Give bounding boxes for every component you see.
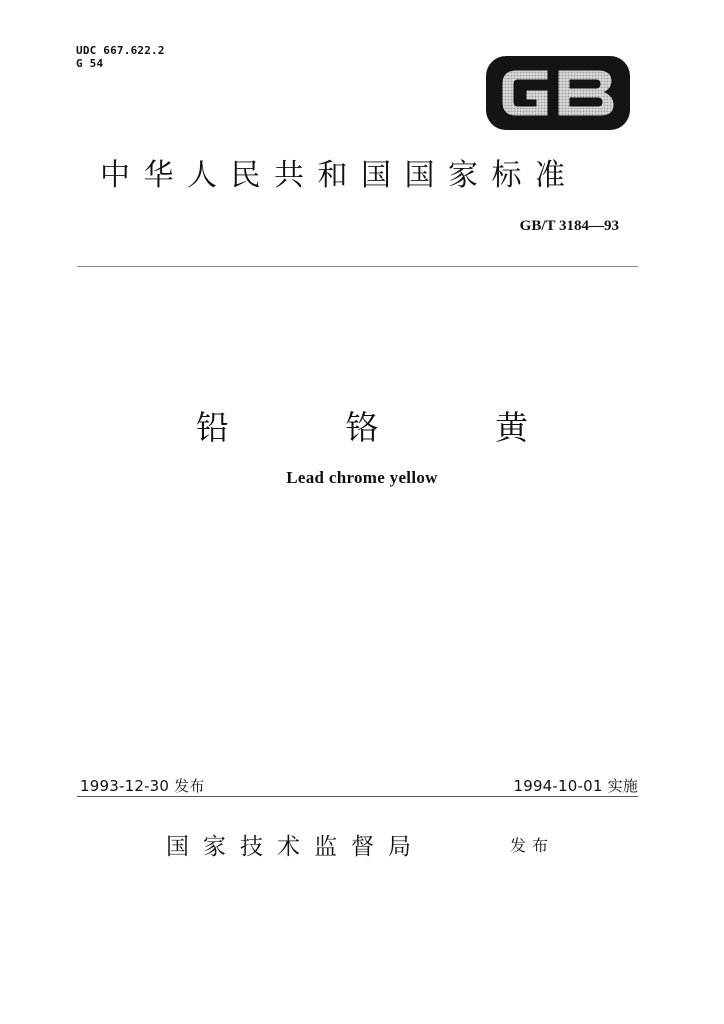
title-char-1: 铅 [196, 408, 229, 447]
implementation-date: 1994-10-01 实施 [513, 777, 638, 795]
title-char-3: 黄 [495, 408, 528, 447]
udc-block [76, 44, 165, 70]
udc-code: UDC 667.622.2 [76, 44, 165, 57]
gb-logo [486, 56, 630, 130]
top-divider [77, 266, 638, 267]
issuing-authority: 国家技术监督局 [166, 834, 425, 860]
national-standard-title: 中华人民共和国国家标准 [100, 158, 579, 193]
publish-label: 发布 [510, 836, 555, 855]
issue-date: 1993-12-30 发布 [80, 777, 205, 795]
english-title: Lead chrome yellow [286, 468, 438, 487]
bottom-divider [77, 796, 638, 797]
title-char-2: 铬 [345, 408, 379, 447]
standard-number: GB/T 3184—93 [519, 218, 619, 234]
document-title [196, 402, 528, 449]
classification-code: G 54 [76, 57, 104, 70]
